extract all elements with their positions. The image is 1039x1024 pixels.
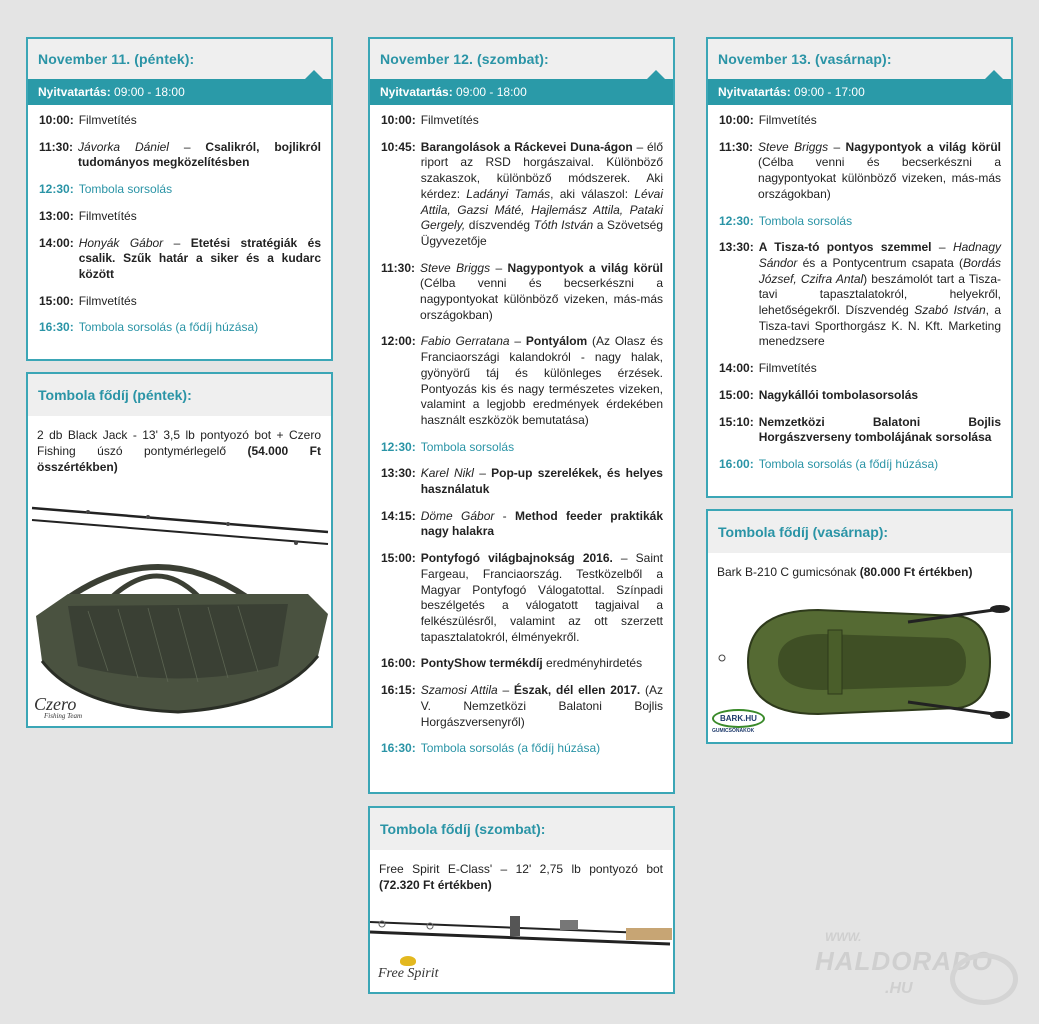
schedule-time: 16:00: bbox=[719, 456, 754, 471]
schedule-description bbox=[421, 334, 663, 428]
schedule-time: 16:00: bbox=[381, 656, 416, 671]
schedule-item bbox=[381, 334, 663, 428]
schedule-text-part: Észak, dél ellen 2017. bbox=[513, 683, 641, 698]
prize1-text: 2 db Black Jack - 13' 3,5 lb pontyozó bot + Czero Fishing úszó pontymérlegelő bbox=[37, 428, 321, 458]
schedule-text-part: Lévai Attila, Gazsi Máté, Hajlemász Attila, Pataki Gergely, bbox=[420, 186, 663, 233]
prize3-value: (80.000 Ft értékben) bbox=[859, 565, 973, 579]
schedule-text-part: – bbox=[497, 683, 514, 698]
notch-icon bbox=[647, 70, 665, 79]
schedule-text-part: – Saint Fargeau, Franciaország. Testközelből a Magyar Pontyfogó Válogatottal. Színpadi beszélgetés a válogatott tagjaival a felkészülésről, valamint az ott szerzett tapasztalatokról, élményekről. bbox=[420, 551, 663, 644]
schedule-text-part: Filmvetítés bbox=[420, 113, 479, 127]
schedule-item bbox=[39, 113, 321, 129]
bark-logo-text: BARK.HU bbox=[712, 709, 765, 728]
bark-logo-sub: GUMICSÓNAKOK bbox=[712, 728, 755, 734]
schedule-text-part: Ladányi Tamás bbox=[466, 186, 551, 201]
prize3-text: Bark B-210 C gumicsónak bbox=[717, 565, 860, 579]
notch-icon bbox=[305, 70, 323, 79]
prize1-card bbox=[26, 372, 333, 728]
schedule-item bbox=[381, 261, 663, 324]
schedule-text-part: Döme Gábor bbox=[420, 508, 495, 523]
schedule-text-part: Filmvetítés bbox=[78, 293, 137, 308]
prize1-title: Tombola fődíj (péntek): bbox=[28, 374, 331, 416]
hours-value: 09:00 - 18:00 bbox=[456, 85, 527, 99]
czero-logo-text: Czero bbox=[34, 694, 77, 714]
schedule-text-part: - bbox=[494, 508, 515, 523]
schedule-text-part: Fabio Gerratana bbox=[420, 334, 510, 349]
prize3-description bbox=[708, 553, 1011, 581]
schedule-text-part: Filmvetítés bbox=[78, 113, 137, 127]
schedule-item bbox=[719, 457, 1001, 473]
schedule-time: 10:45: bbox=[381, 139, 416, 154]
schedule-description bbox=[421, 440, 663, 456]
schedule-text-part: Jávorka Dániel bbox=[78, 139, 169, 154]
schedule-description bbox=[421, 551, 663, 645]
schedule-text-part: , a Tisza-tavi Sporthorgász K. N. Kft. Marketing menedzsere bbox=[758, 303, 1002, 349]
prize3-card bbox=[706, 509, 1013, 744]
schedule-text-part: Hadnagy Sándor bbox=[758, 240, 1002, 270]
schedule-item bbox=[381, 551, 663, 645]
schedule-item bbox=[719, 415, 1001, 446]
schedule-description bbox=[79, 320, 321, 336]
schedule-time: 16:30: bbox=[381, 741, 416, 756]
freespirit-logo bbox=[378, 956, 439, 982]
schedule-description bbox=[421, 656, 663, 672]
schedule-text-part: Nemzetközi Balatoni Bojlis Horgászverseny tombolájának sorsolása bbox=[758, 414, 1001, 445]
schedule-text-part: Tombola sorsolás (a fődíj húzása) bbox=[758, 456, 939, 471]
schedule-item bbox=[381, 509, 663, 540]
schedule-text-part: – bbox=[509, 334, 526, 349]
schedule-time: 15:00: bbox=[39, 293, 74, 308]
schedule-text-part: Method feeder praktikák nagy halakra bbox=[420, 508, 663, 539]
schedule-text-part: Nagykállói tombolasorsolás bbox=[758, 387, 919, 402]
schedule-time: 12:30: bbox=[719, 213, 754, 228]
prize2-text: Free Spirit E-Class' – 12' 2,75 lb pontyozó bot bbox=[379, 862, 663, 876]
schedule-description bbox=[78, 140, 321, 171]
schedule-text-part: Csalikról, bojlikról tudományos megközelítésben bbox=[78, 139, 322, 170]
schedule-item bbox=[39, 294, 321, 310]
prize3-title: Tombola fődíj (vasárnap): bbox=[708, 511, 1011, 553]
schedule-time: 14:15: bbox=[381, 508, 416, 523]
schedule-description bbox=[79, 113, 321, 129]
schedule-description bbox=[759, 457, 1001, 473]
schedule-time: 15:10: bbox=[719, 414, 754, 429]
schedule-text-part: – bbox=[828, 139, 846, 154]
schedule-description bbox=[759, 214, 1001, 230]
hours-label: Nyitvatartás: bbox=[380, 85, 453, 99]
day3-hours bbox=[708, 79, 1011, 105]
day1-card bbox=[26, 37, 333, 361]
watermark-name: HALDORADO bbox=[815, 946, 993, 976]
schedule-text-part: – bbox=[931, 240, 953, 255]
schedule-description bbox=[79, 294, 321, 310]
schedule-text-part: Honyák Gábor bbox=[78, 235, 164, 250]
schedule-text-part: Tombola sorsolás bbox=[420, 439, 515, 454]
weigh-sling-image bbox=[28, 486, 331, 726]
schedule-time: 16:30: bbox=[39, 320, 74, 335]
schedule-description bbox=[79, 182, 321, 198]
schedule-time: 13:00: bbox=[39, 208, 74, 223]
schedule-item bbox=[39, 209, 321, 225]
schedule-item bbox=[39, 320, 321, 336]
schedule-time: 11:30: bbox=[39, 139, 74, 154]
schedule-item bbox=[381, 440, 663, 456]
schedule-time: 11:30: bbox=[719, 139, 754, 154]
schedule-text-part: (Célba venni és becserkészni a nagypontyokat különböző vizeken, más-más országokban) bbox=[758, 155, 1001, 201]
prize2-title: Tombola fődíj (szombat): bbox=[370, 808, 673, 850]
hours-value: 09:00 - 17:00 bbox=[794, 85, 865, 99]
schedule-text-part: (Az V. Nemzetközi Balatoni Bojlis Horgászversenyről) bbox=[420, 683, 663, 729]
schedule-text-part: eredményhirdetés bbox=[542, 656, 643, 671]
schedule-item bbox=[719, 214, 1001, 230]
day2-card bbox=[368, 37, 675, 794]
day3-card bbox=[706, 37, 1013, 498]
schedule-text-part: Szabó István bbox=[914, 303, 986, 318]
schedule-text-part: – bbox=[490, 260, 508, 275]
schedule-description bbox=[420, 261, 663, 324]
prize1-value: (54.000 Ft összértékben) bbox=[37, 443, 321, 474]
schedule-description bbox=[421, 140, 663, 250]
hours-label: Nyitvatartás: bbox=[718, 85, 791, 99]
schedule-time: 14:00: bbox=[39, 235, 74, 250]
schedule-time: 10:00: bbox=[381, 113, 416, 127]
schedule-text-part: a Szövetség Ügyvezetője bbox=[420, 218, 663, 248]
schedule-text-part: Tombola sorsolás bbox=[758, 213, 853, 228]
schedule-item bbox=[381, 140, 663, 250]
schedule-description bbox=[79, 236, 321, 283]
schedule-description bbox=[758, 140, 1001, 203]
schedule-time: 14:00: bbox=[719, 361, 754, 376]
czero-logo-sub: Fishing Team bbox=[44, 712, 83, 720]
day3-title-text: November 13. (vasárnap): bbox=[718, 51, 892, 67]
schedule-description bbox=[421, 683, 663, 730]
schedule-description bbox=[421, 741, 663, 757]
schedule-time: 12:30: bbox=[39, 182, 74, 197]
schedule-text-part: A Tisza-tó pontyos szemmel bbox=[758, 240, 932, 255]
freespirit-logo-text: Free Spirit bbox=[378, 966, 439, 981]
schedule-time: 15:00: bbox=[719, 387, 754, 402]
schedule-time: 16:15: bbox=[381, 683, 416, 698]
schedule-text-part: Pop-up szerelékek, és helyes használatuk bbox=[420, 466, 663, 497]
schedule-text-part: Pontyálom bbox=[525, 334, 588, 349]
schedule-text-part: díszvendég bbox=[465, 218, 534, 233]
schedule-description bbox=[759, 361, 1001, 377]
schedule-text-part: Steve Briggs bbox=[758, 139, 829, 154]
schedule-text-part: – bbox=[163, 235, 191, 250]
freespirit-mark bbox=[400, 956, 416, 966]
notch-icon bbox=[985, 70, 1003, 79]
schedule-text-part: Barangolások a Ráckevei Duna-ágon bbox=[420, 139, 633, 154]
schedule-text-part: Bordás József, Czifra Antal bbox=[758, 255, 1001, 286]
haldorado-watermark bbox=[815, 928, 1030, 1013]
schedule-text-part: (Célba venni és becserkészni a nagypontyokat különböző vizeken, más-más országokban) bbox=[420, 276, 663, 322]
hours-value: 09:00 - 18:00 bbox=[114, 85, 185, 99]
day1-title bbox=[28, 39, 331, 79]
schedule-item bbox=[719, 388, 1001, 404]
schedule-time: 13:30: bbox=[719, 240, 754, 255]
schedule-item bbox=[381, 741, 663, 757]
schedule-time: 10:00: bbox=[39, 113, 74, 127]
schedule-time: 13:30: bbox=[381, 466, 416, 481]
watermark-tld: .HU bbox=[885, 980, 913, 997]
schedule-text-part: PontyShow termékdíj bbox=[420, 656, 543, 671]
schedule-description bbox=[79, 209, 321, 225]
schedule-text-part: Nagypontyok a világ körül bbox=[507, 260, 664, 275]
day1-hours bbox=[28, 79, 331, 105]
schedule-time: 12:30: bbox=[381, 439, 416, 454]
schedule-description bbox=[759, 240, 1001, 350]
day1-title-text: November 11. (péntek): bbox=[38, 51, 195, 67]
schedule-text-part: és a Pontycentrum csapata ( bbox=[797, 255, 963, 270]
schedule-text-part: Etetési stratégiák és csalik. Szűk határ a siker és a kudarc között bbox=[78, 235, 322, 281]
day1-schedule bbox=[28, 105, 331, 351]
schedule-text-part: Filmvetítés bbox=[758, 113, 817, 127]
schedule-text-part: – bbox=[473, 466, 492, 481]
schedule-text-part: Pontyfogó világbajnokság 2016. bbox=[420, 551, 613, 566]
prize2-value: (72.320 Ft értékben) bbox=[379, 877, 492, 892]
schedule-item bbox=[381, 466, 663, 497]
day3-schedule bbox=[708, 105, 1011, 488]
watermark-emblem-icon bbox=[950, 953, 1018, 1005]
schedule-description bbox=[421, 113, 663, 129]
schedule-text-part: Szamosi Attila bbox=[420, 683, 498, 698]
schedule-description bbox=[759, 415, 1001, 446]
schedule-description bbox=[421, 466, 663, 497]
day2-schedule bbox=[370, 105, 673, 772]
schedule-text-part: – bbox=[168, 139, 206, 154]
watermark-www: WWW. bbox=[825, 930, 862, 944]
czero-logo bbox=[34, 694, 82, 720]
prize1-description bbox=[28, 416, 331, 475]
schedule-text-part: (Az Olasz és Franciaországi kalandokról - nagy halak, gyönyörű táj és különleges érzések. Pontyozás kis és nagy természetes vizeken, valamint a legjobb eredmények érdekében használt eszközök bemutatása) bbox=[420, 334, 664, 427]
schedule-text-part: , aki válaszol: bbox=[550, 186, 635, 201]
prize2-card bbox=[368, 806, 675, 994]
day2-title bbox=[370, 39, 673, 79]
schedule-item bbox=[39, 140, 321, 171]
schedule-item bbox=[39, 236, 321, 283]
schedule-text-part: ) beszámolót tart a Tisza-tavi tapasztalatokról, helyekről, lehetőségekről. Díszvendég bbox=[758, 271, 1001, 318]
schedule-description bbox=[759, 113, 1001, 129]
day3-title bbox=[708, 39, 1011, 79]
schedule-item bbox=[381, 683, 663, 730]
schedule-time: 10:00: bbox=[719, 113, 754, 127]
schedule-text-part: Tombola sorsolás bbox=[78, 182, 173, 197]
schedule-description bbox=[759, 388, 1001, 404]
schedule-text-part: Steve Briggs bbox=[420, 260, 491, 275]
day2-title-text: November 12. (szombat): bbox=[380, 51, 549, 67]
schedule-text-part: Tóth István bbox=[533, 218, 594, 233]
schedule-text-part: Filmvetítés bbox=[78, 208, 137, 223]
schedule-text-part: Nagypontyok a világ körül bbox=[845, 139, 1002, 154]
schedule-item bbox=[381, 656, 663, 672]
day2-hours bbox=[370, 79, 673, 105]
schedule-time: 15:00: bbox=[381, 551, 416, 566]
bark-logo bbox=[712, 709, 765, 734]
schedule-item bbox=[719, 140, 1001, 203]
schedule-text-part: Tombola sorsolás (a fődíj húzása) bbox=[420, 741, 601, 756]
schedule-time: 11:30: bbox=[381, 260, 416, 275]
schedule-text-part: Filmvetítés bbox=[758, 361, 817, 376]
schedule-item bbox=[719, 361, 1001, 377]
schedule-item bbox=[381, 113, 663, 129]
schedule-item bbox=[719, 240, 1001, 350]
schedule-text-part: – élő riport az RSD horgászaival. Különböző szakaszok, különböző módszerek. Aki kérdez: bbox=[420, 139, 663, 201]
schedule-description bbox=[421, 509, 663, 540]
prize2-description bbox=[370, 850, 673, 894]
prize1-image bbox=[28, 486, 331, 726]
schedule-text-part: Tombola sorsolás (a fődíj húzása) bbox=[78, 320, 259, 335]
schedule-time: 12:00: bbox=[381, 334, 416, 349]
hours-label: Nyitvatartás: bbox=[38, 85, 111, 99]
schedule-text-part: Karel Nikl bbox=[420, 466, 474, 481]
schedule-item bbox=[39, 182, 321, 198]
schedule-item bbox=[719, 113, 1001, 129]
